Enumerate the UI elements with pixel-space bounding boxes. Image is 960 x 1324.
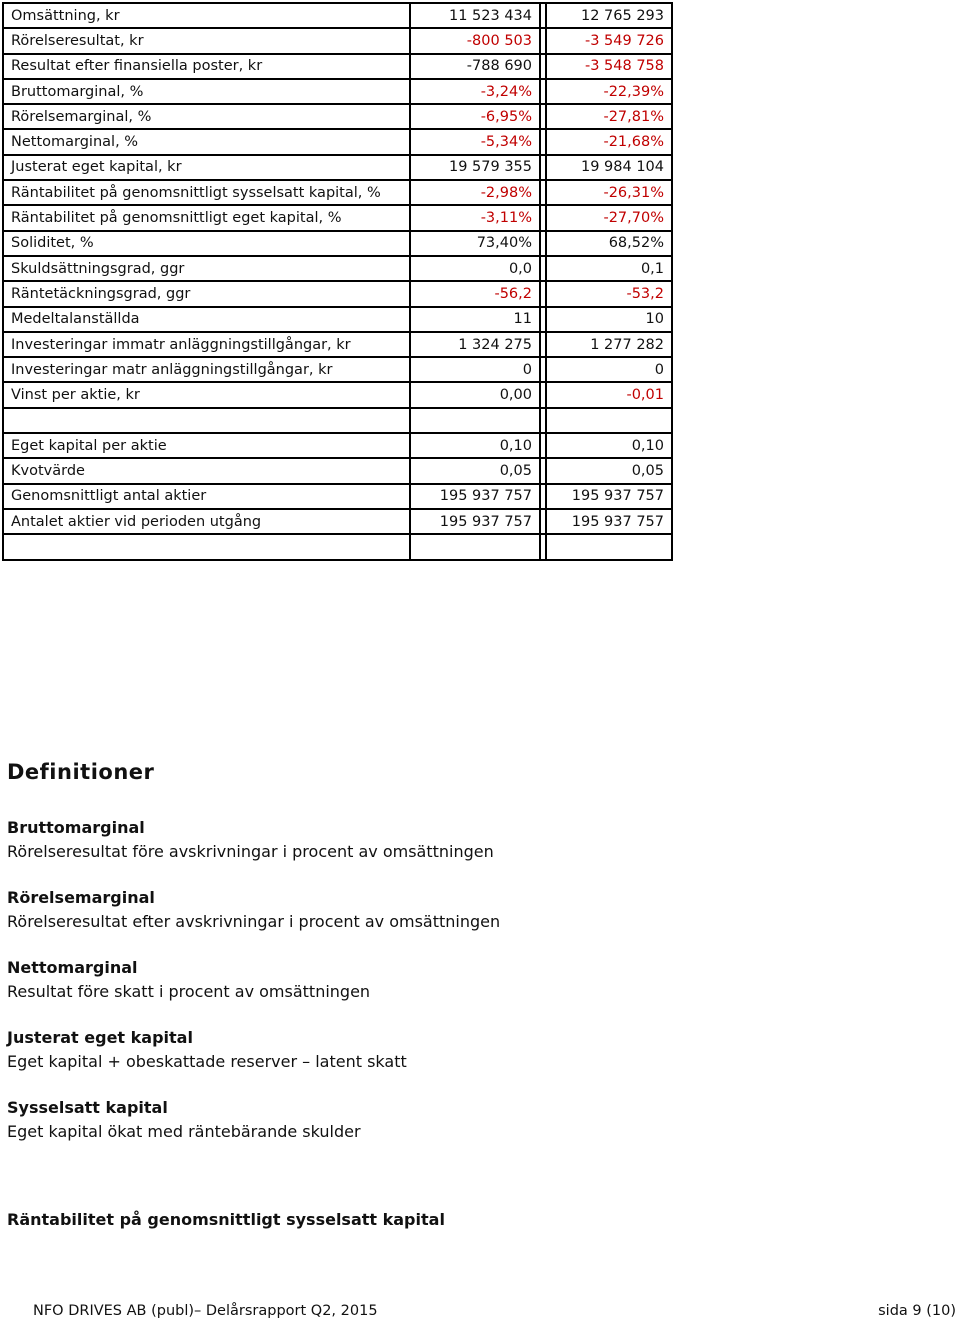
row-label: Nettomarginal, % bbox=[3, 129, 410, 154]
row-label: Räntetäckningsgrad, ggr bbox=[3, 281, 410, 306]
page-footer bbox=[33, 1303, 956, 1319]
value-period-2: -3 549 726 bbox=[546, 28, 672, 53]
definitions-heading: Definitioner bbox=[7, 760, 155, 784]
table-row bbox=[3, 509, 672, 534]
definition-term: Nettomarginal bbox=[7, 958, 138, 977]
value-period-2: 0 bbox=[546, 357, 672, 382]
value-period-1: 1 324 275 bbox=[410, 332, 540, 357]
value-period-2: 68,52% bbox=[546, 231, 672, 256]
value-period-2: 19 984 104 bbox=[546, 155, 672, 180]
value-period-1 bbox=[410, 534, 540, 559]
value-period-1: 195 937 757 bbox=[410, 484, 540, 509]
row-label: Rörelseresultat, kr bbox=[3, 28, 410, 53]
value-period-2: 0,1 bbox=[546, 256, 672, 281]
value-period-1: 0 bbox=[410, 357, 540, 382]
row-label: Omsättning, kr bbox=[3, 3, 410, 28]
value-period-2: 1 277 282 bbox=[546, 332, 672, 357]
value-period-1: 11 bbox=[410, 307, 540, 332]
trailing-definition-term: Räntabilitet på genomsnittligt sysselsatt kapital bbox=[7, 1210, 445, 1229]
definition-term: Justerat eget kapital bbox=[7, 1028, 193, 1047]
value-period-1: 0,10 bbox=[410, 433, 540, 458]
table-row bbox=[3, 155, 672, 180]
value-period-2: 195 937 757 bbox=[546, 484, 672, 509]
row-label: Räntabilitet på genomsnittligt sysselsatt kapital, % bbox=[3, 180, 410, 205]
definition-term: Bruttomarginal bbox=[7, 818, 145, 837]
value-period-2: -21,68% bbox=[546, 129, 672, 154]
value-period-2: 195 937 757 bbox=[546, 509, 672, 534]
table-row bbox=[3, 129, 672, 154]
table-row bbox=[3, 408, 672, 433]
value-period-2: -53,2 bbox=[546, 281, 672, 306]
value-period-2 bbox=[546, 534, 672, 559]
definition-description: Rörelseresultat efter avskrivningar i procent av omsättningen bbox=[7, 912, 501, 931]
table-row bbox=[3, 433, 672, 458]
definition-item bbox=[7, 956, 947, 1004]
key-figures-table bbox=[2, 2, 673, 561]
row-label: Skuldsättningsgrad, ggr bbox=[3, 256, 410, 281]
table-row bbox=[3, 54, 672, 79]
value-period-2: -22,39% bbox=[546, 79, 672, 104]
value-period-1: -3,24% bbox=[410, 79, 540, 104]
value-period-2: -27,70% bbox=[546, 205, 672, 230]
definition-item bbox=[7, 1096, 947, 1144]
table-row bbox=[3, 281, 672, 306]
table-row bbox=[3, 104, 672, 129]
table-row bbox=[3, 382, 672, 407]
table-row bbox=[3, 332, 672, 357]
row-label: Investeringar matr anläggningstillgångar, kr bbox=[3, 357, 410, 382]
value-period-1: -56,2 bbox=[410, 281, 540, 306]
row-label: Medeltalanställda bbox=[3, 307, 410, 332]
value-period-1: 73,40% bbox=[410, 231, 540, 256]
definitions-list bbox=[7, 816, 947, 1144]
value-period-1: 195 937 757 bbox=[410, 509, 540, 534]
value-period-1: 0,0 bbox=[410, 256, 540, 281]
value-period-1: 0,00 bbox=[410, 382, 540, 407]
row-label: Investeringar immatr anläggningstillgångar, kr bbox=[3, 332, 410, 357]
definitions-section bbox=[7, 760, 947, 1166]
value-period-1: -3,11% bbox=[410, 205, 540, 230]
definition-description: Eget kapital ökat med räntebärande skulder bbox=[7, 1122, 361, 1141]
table-row bbox=[3, 28, 672, 53]
value-period-1: -5,34% bbox=[410, 129, 540, 154]
table-row bbox=[3, 231, 672, 256]
value-period-2: 0,05 bbox=[546, 458, 672, 483]
value-period-2: -3 548 758 bbox=[546, 54, 672, 79]
row-label: Soliditet, % bbox=[3, 231, 410, 256]
row-label: Rörelsemarginal, % bbox=[3, 104, 410, 129]
row-label bbox=[3, 408, 410, 433]
row-label: Vinst per aktie, kr bbox=[3, 382, 410, 407]
table-row bbox=[3, 3, 672, 28]
value-period-1: -6,95% bbox=[410, 104, 540, 129]
row-label: Eget kapital per aktie bbox=[3, 433, 410, 458]
row-label: Kvotvärde bbox=[3, 458, 410, 483]
table-row bbox=[3, 458, 672, 483]
table-row bbox=[3, 307, 672, 332]
row-label: Genomsnittligt antal aktier bbox=[3, 484, 410, 509]
value-period-2: -26,31% bbox=[546, 180, 672, 205]
key-figures-body bbox=[3, 3, 672, 560]
definition-description: Resultat före skatt i procent av omsättningen bbox=[7, 982, 371, 1001]
value-period-2 bbox=[546, 408, 672, 433]
footer-company-report: NFO DRIVES AB (publ)– Delårsrapport Q2, 2015 bbox=[33, 1303, 378, 1319]
definition-item bbox=[7, 816, 947, 864]
value-period-2: 0,10 bbox=[546, 433, 672, 458]
value-period-2: 10 bbox=[546, 307, 672, 332]
value-period-1: -2,98% bbox=[410, 180, 540, 205]
table-row bbox=[3, 534, 672, 559]
row-label: Resultat efter finansiella poster, kr bbox=[3, 54, 410, 79]
definition-item bbox=[7, 886, 947, 934]
value-period-2: -27,81% bbox=[546, 104, 672, 129]
definition-description: Rörelseresultat före avskrivningar i procent av omsättningen bbox=[7, 842, 494, 861]
value-period-1: -788 690 bbox=[410, 54, 540, 79]
definition-description: Eget kapital + obeskattade reserver – latent skatt bbox=[7, 1052, 407, 1071]
value-period-1 bbox=[410, 408, 540, 433]
row-label: Justerat eget kapital, kr bbox=[3, 155, 410, 180]
table-row bbox=[3, 256, 672, 281]
table-row bbox=[3, 79, 672, 104]
row-label: Bruttomarginal, % bbox=[3, 79, 410, 104]
row-label: Antalet aktier vid perioden utgång bbox=[3, 509, 410, 534]
table-row bbox=[3, 357, 672, 382]
definition-term: Sysselsatt kapital bbox=[7, 1098, 168, 1117]
row-label: Räntabilitet på genomsnittligt eget kapital, % bbox=[3, 205, 410, 230]
row-label bbox=[3, 534, 410, 559]
value-period-1: 0,05 bbox=[410, 458, 540, 483]
value-period-1: 19 579 355 bbox=[410, 155, 540, 180]
table-row bbox=[3, 180, 672, 205]
definition-item bbox=[7, 1026, 947, 1074]
value-period-1: -800 503 bbox=[410, 28, 540, 53]
definition-term: Rörelsemarginal bbox=[7, 888, 155, 907]
value-period-1: 11 523 434 bbox=[410, 3, 540, 28]
table-row bbox=[3, 484, 672, 509]
value-period-2: -0,01 bbox=[546, 382, 672, 407]
footer-page-number: sida 9 (10) bbox=[878, 1303, 956, 1319]
value-period-2: 12 765 293 bbox=[546, 3, 672, 28]
table-row bbox=[3, 205, 672, 230]
